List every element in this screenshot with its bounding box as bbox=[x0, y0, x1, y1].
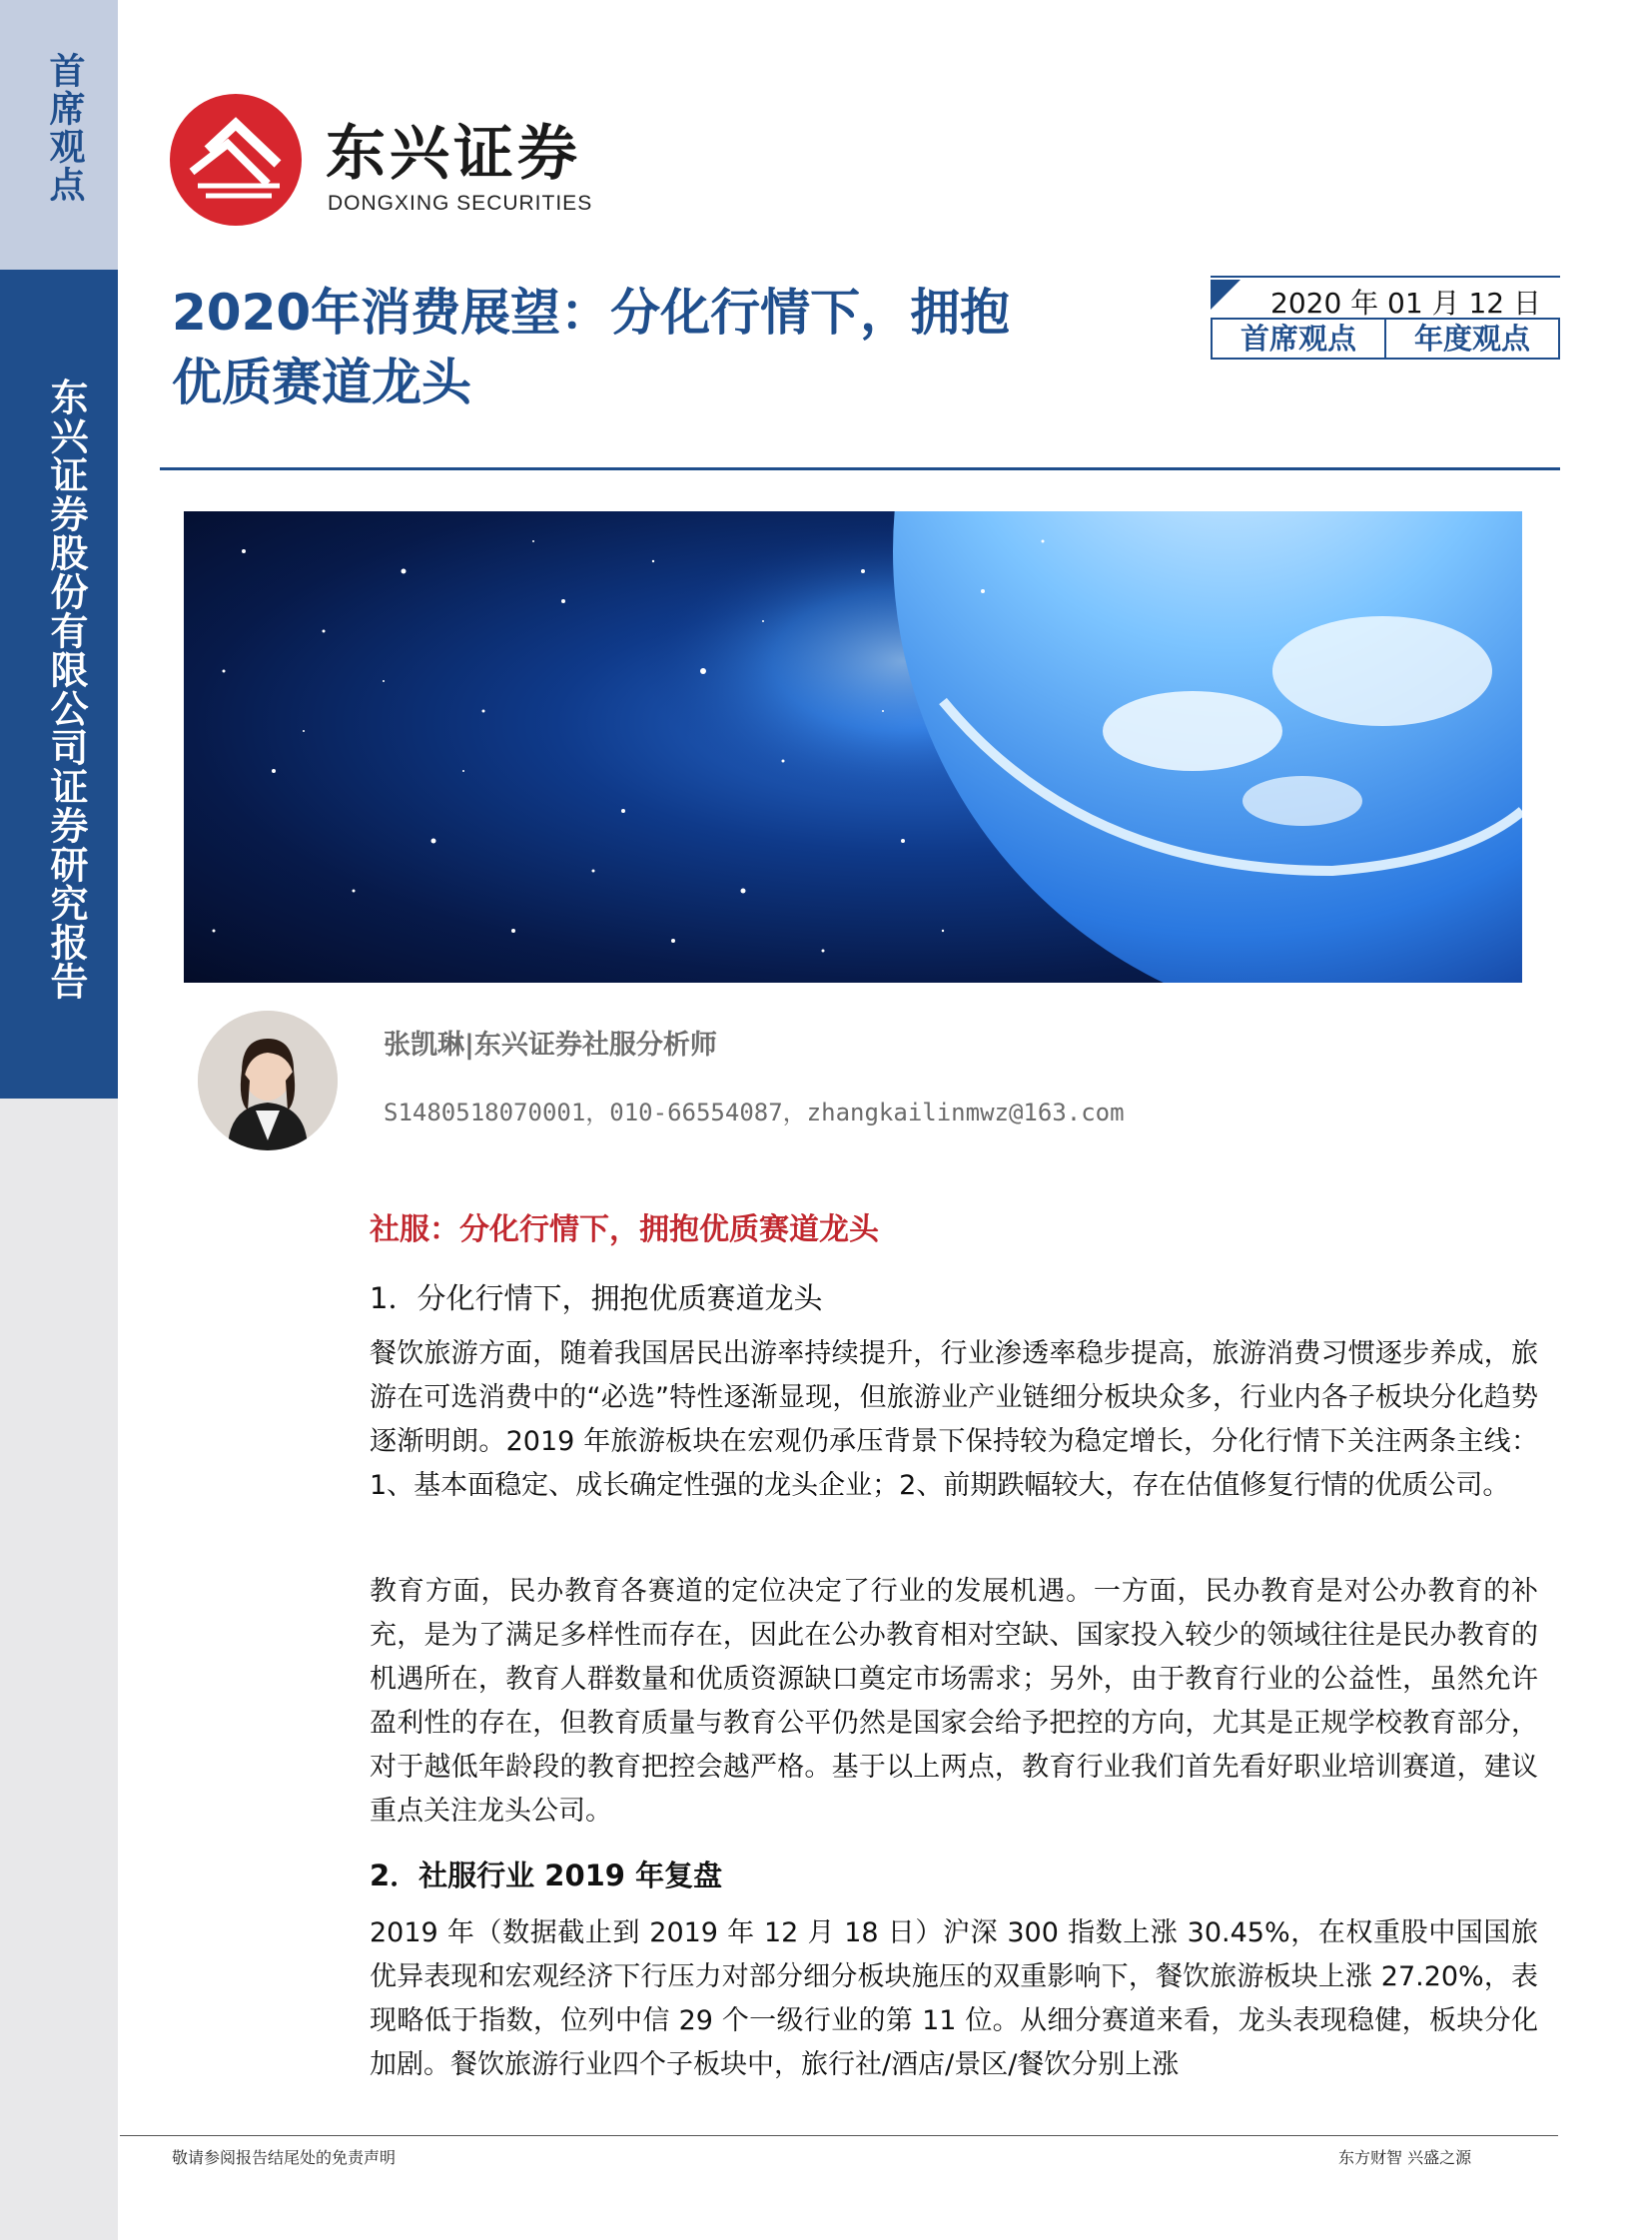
tag-chief-view: 首席观点 bbox=[1239, 322, 1356, 356]
footer-divider bbox=[120, 2135, 1558, 2136]
header-divider bbox=[160, 467, 1560, 470]
sidebar-bottom bbox=[0, 1099, 118, 2240]
paragraph-education: 教育方面，民办教育各赛道的定位决定了行业的发展机遇。一方面，民办教育是对公办教育的补充，是为了满足多样性而存在，因此在公办教育相对空缺、国家投入较少的领域往往是民办教育的机遇所在，教育人群数量和优质资源缺口奠定市场需求；另外，由于教育行业的公益性，虽然允许盈利性的存在，但教育质量与教育公平仍然是国家会给予把控的方向，尤其是正规学校教育部分，对于越低年龄段的教育把控会越严格。基于以上两点，教育行业我们首先看好职业培训赛道，建议重点关注龙头公司。 bbox=[370, 1576, 1538, 1827]
sidebar-top-label: 首席观点 bbox=[44, 52, 85, 204]
footer-slogan: 东方财智 兴盛之源 bbox=[1338, 2148, 1472, 2167]
subheading-1: 1．分化行情下，拥抱优质赛道龙头 bbox=[370, 1281, 823, 1315]
corner-triangle-icon bbox=[1211, 280, 1240, 310]
sidebar-org-band bbox=[0, 270, 118, 1099]
sidebar-org-label: 东兴证券股份有限公司证券研究报告 bbox=[44, 377, 88, 1001]
paragraph-tourism: 餐饮旅游方面，随着我国居民出游率持续提升，行业渗透率稳步提高，旅游消费习惯逐步养成，旅游在可选消费中的“必选”特性逐渐显现，但旅游业产业链细分板块众多，行业内各子板块分化趋势逐渐明朗。2019 年旅游板块在宏观仍承压背景下保持较为稳定增长，分化行情下关注两条主线：1、基本面稳定、成长确定性强的龙头企业；2、前期跌幅较大，存在估值修复行情的优质公司。 bbox=[370, 1338, 1538, 1501]
section-title: 社服：分化行情下，拥抱优质赛道龙头 bbox=[370, 1212, 879, 1247]
logo-emblem-icon bbox=[168, 90, 308, 230]
report-date: 2020 年 01 月 12 日 bbox=[1270, 287, 1542, 320]
logo-english-name: DONGXING SECURITIES bbox=[328, 192, 593, 215]
company-logo bbox=[168, 90, 607, 240]
footer-disclaimer: 敬请参阅报告结尾处的免责声明 bbox=[172, 2148, 397, 2167]
author-avatar bbox=[198, 1011, 338, 1150]
author-contact-line: S1480518070001，010-66554087，zhangkailinmwz@163.com bbox=[384, 1099, 1125, 1126]
hero-image bbox=[184, 511, 1522, 983]
tag-annual-view: 年度观点 bbox=[1384, 320, 1558, 358]
paragraph-review: 2019 年（数据截止到 2019 年 12 月 18 日）沪深 300 指数上涨 30.45%，在权重股中国国旅优异表现和宏观经济下行压力对部分细分板块施压的双重影响下，餐饮旅游板块上涨 27.20%，表现略低于指数，位列中信 29 个一级行业的第 11 位。从细分赛道来看，龙头表现稳健，板块分化加剧。餐饮旅游行业四个子板块中，旅行社/酒店/景区/餐饮分别上涨 bbox=[370, 1917, 1538, 2080]
logo-chinese-name: 东兴证券 bbox=[326, 119, 581, 189]
sidebar-top bbox=[0, 0, 118, 270]
report-title: 2020年消费展望：分化行情下，拥抱优质赛道龙头 bbox=[172, 284, 1011, 411]
report-meta-box bbox=[1211, 276, 1560, 364]
space-planet-illustration bbox=[184, 511, 1522, 983]
report-tags bbox=[1211, 318, 1560, 360]
author-portrait-icon bbox=[198, 1011, 338, 1150]
subheading-2: 2．社服行业 2019 年复盘 bbox=[370, 1859, 723, 1892]
author-name-line: 张凯琳|东兴证券社服分析师 bbox=[384, 1030, 717, 1061]
date-row bbox=[1211, 276, 1560, 318]
